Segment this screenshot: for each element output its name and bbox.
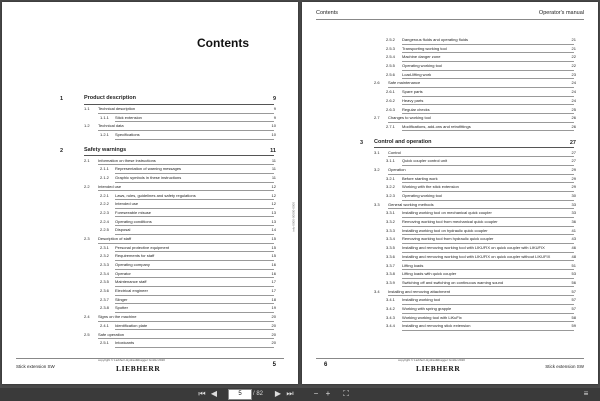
footer-doc-title: Stick extension SW [16,364,55,369]
toc-entry-page: 9 [273,106,276,111]
toc-entry-title: Control [388,149,574,158]
liebherr-logo: LIEBHERR [416,364,461,373]
toc-entry[interactable] [2,270,298,279]
toc-entry-number: 3.4.1 [386,297,395,303]
toc-entry-number: 2.2 [84,183,90,189]
copyright-text: copyright © Liebherr-Hydraulikbagger GmbH 2020 [98,358,165,362]
toc-entry-title: Specifications [115,131,274,140]
toc-entry-title: Laws, rules, guidelines and safety regulations [115,192,274,201]
toc-entry[interactable] [2,339,298,348]
toc-entry[interactable] [302,288,598,297]
toc-entry-number: 2.1.2 [100,175,109,181]
toc-entry-number: 3.3.2 [386,219,395,225]
toc-entry-page: 51 [571,262,576,268]
toc-entry-number: 2.2.5 [100,227,109,233]
toc-entry-title: Installing working tool on hydraulic quick coupler [402,227,574,236]
toc-entry-number: 2.3.4 [100,270,109,276]
toc-entry-number: 2.4.1 [100,322,109,328]
toc-entry[interactable] [2,322,298,331]
toc-entry-number: 3.3.1 [386,210,395,216]
toc-entry-number: 2.5.4 [386,54,395,60]
toc-entry-number: 2.3.3 [100,262,109,267]
toc-entry-number: 3.4.2 [386,305,395,311]
toc-entry-page: 46 [571,245,576,251]
toc-entry-number: 2.6.3 [386,106,395,112]
toc-entry-title: Technical description [98,105,274,114]
toc-entry-title: Control and operation [374,138,574,149]
toc-entry[interactable] [302,296,598,305]
toc-entry-page: 10 [271,132,276,138]
toc-entry-page: 9 [272,96,276,102]
toc-entry-title: Foreseeable misuse [115,209,274,218]
toc-entry-page: 24 [571,97,576,103]
toc-entry-number: 3.3.5 [386,245,395,251]
toc-entry[interactable] [2,304,298,313]
toc-entry-title: Installing working tool [402,296,574,305]
toc-entry-page: 30 [571,193,576,198]
toc-entry-number: 3 [360,139,364,146]
toc-entry-page: 29 [571,184,576,190]
toc-entry-title: Installing and removing working tool with LIKUFIX on quick coupler without LIKUFIX [402,253,574,262]
toc-entry-page: 21 [571,37,576,42]
toc-entry-page: 27 [571,158,576,164]
toc-entry-number: 3.3.7 [386,262,395,268]
toc-entry-title: Load-lifting work [402,71,574,80]
toc-entry-title: General working methods [388,201,574,210]
toc-entry-page: 9 [273,114,276,120]
toc-entry-title: Lifting loads with quick coupler [402,270,574,279]
toc-entry-title: Slinger [115,296,274,305]
toc-entry-number: 2.3.7 [100,296,109,302]
toc-entry-page: 22 [571,54,576,60]
toc-entry-page: 20 [271,322,276,328]
toc-entry-title: Changes to working tool [388,114,574,123]
toc-entry-number: 2.3 [84,235,90,241]
toc-entry-number: 2 [60,147,64,154]
toc-entry-title: Quick coupler control unit [402,157,574,166]
toc-entry-number: 3.2 [374,166,380,172]
toc-entry-page: 11 [270,147,276,154]
toc-entry-number: 2.5.5 [386,63,395,69]
toc-entry-number: 3.3.6 [386,253,395,259]
toc-entry-title: Disposal [115,226,274,235]
toc-entry[interactable] [302,279,598,288]
toc-entry[interactable] [302,305,598,314]
toc-entry-page: 12 [271,201,276,207]
toc-entry-title: Switching off and switching on continuous warning sound [402,279,574,288]
toc-entry[interactable] [302,36,598,45]
toc-entry-title: Safety warnings [84,146,274,157]
toc-entry-number: 2.2.2 [100,201,109,207]
toc-entry[interactable] [302,71,598,80]
toc-entry-title: Technical data [98,122,274,131]
toc-entry-page: 26 [571,123,576,129]
toc-entry[interactable] [2,235,298,244]
toc-entry-page: 12 [271,192,276,198]
toc-entry-number: 2.6.1 [386,89,395,95]
toc-entry-page: 29 [571,175,576,181]
toc-entry-title: Operating conditions [115,218,274,227]
right-page [302,2,598,384]
toc-entry[interactable] [2,114,298,123]
toc-entry-number: 2.3.8 [100,305,109,311]
toc-entry[interactable] [302,138,598,149]
toc-entry[interactable] [2,183,298,192]
liebherr-logo: LIEBHERR [116,364,161,373]
toc-entry-title: Electrical engineer [115,287,274,296]
toc-entry-number: 2.3.2 [100,253,109,259]
toc-entry-page: 16 [271,270,276,276]
toc-entry-title: Working working tool with LiKuFix [402,314,574,323]
toc-entry-number: 2.2.1 [100,192,109,198]
toc-entry[interactable] [2,218,298,227]
toc-entry-number: 3.3.4 [386,236,395,242]
page-number: 6 [324,362,328,368]
toc-entry-number: 3.3.8 [386,271,395,277]
toc-entry-page: 59 [571,323,576,329]
toc-entry-page: 36 [571,219,576,225]
toc-entry-number: 2.6.2 [386,97,395,103]
toc-entry[interactable] [2,278,298,287]
footer-doc-title: Stick extension SW [545,364,584,369]
toc-entry[interactable] [302,53,598,62]
fit-page-button[interactable]: ⛶ [343,389,349,398]
toc-entry-number: 2.5.1 [100,340,109,346]
toc-entry-page: 12 [271,183,276,189]
toc-list-right [302,36,598,331]
toc-entry-page: 24 [571,80,576,86]
toc-entry-title: Requirements for staff [115,252,274,261]
toc-entry-title: Regular checks [402,106,574,115]
toc-entry-title: Removing working tool from hydraulic quick coupler [402,235,574,244]
toc-entry-title: Graphic symbols in these instructions [115,174,274,183]
toc-entry-number: 1.1 [84,106,90,111]
toc-entry-number: 3.4 [374,288,380,294]
toc-entry-title: Spare parts [402,88,574,97]
zoom-in-button[interactable]: + [325,389,331,398]
toc-entry-number: 2.5.6 [386,71,395,77]
toc-entry[interactable] [302,183,598,192]
side-code: info-0000-00000-0000 [292,202,296,232]
toc-entry[interactable] [2,226,298,235]
toc-entry[interactable] [302,114,598,123]
toc-entry-number: 3.4.4 [386,323,395,329]
toc-entry-number: 3.2.3 [386,193,395,198]
toc-entry-page: 48 [571,253,576,259]
zoom-out-button[interactable]: − [313,389,319,398]
toc-entry-number: 2.3.5 [100,279,109,285]
toc-entry-number: 1.2.1 [100,132,109,138]
toc-entry[interactable] [302,218,598,227]
toc-entry-page: 20 [271,314,276,320]
toc-entry-page: 13 [271,209,276,215]
toc-entry[interactable] [302,314,598,323]
toc-entry[interactable] [2,261,298,270]
toc-entry[interactable] [302,235,598,244]
toc-entry-title: Transporting working tool [402,45,574,54]
toc-entry[interactable] [2,174,298,183]
toc-entry-title: Dangerous fluids and operating fluids [402,36,574,45]
header-rule [316,19,584,20]
toc-entry-title: Operating company [115,261,274,270]
toc-entry-number: 2.2.3 [100,209,109,215]
toc-list-left [2,88,298,348]
header-right: Operator's manual [538,10,584,16]
toc-entry[interactable] [2,146,298,157]
toc-entry[interactable] [302,209,598,218]
toc-entry-number: 2.3.1 [100,244,109,250]
toc-entry-page: 57 [571,297,576,303]
toc-entry[interactable] [302,270,598,279]
toc-entry-page: 14 [271,227,276,233]
copyright-text: copyright © Liebherr-Hydraulikbagger GmbH 2020 [398,358,465,362]
toc-entry-title: Installing and removing stick extension [402,322,574,331]
toc-entry[interactable] [2,157,298,166]
toc-entry[interactable] [2,252,298,261]
toc-entry-title: Working with spring grapple [402,305,574,314]
toc-entry[interactable] [2,287,298,296]
toc-entry[interactable] [2,200,298,209]
toc-entry-page: 15 [271,244,276,250]
toc-entry-title: Spotter [115,304,274,313]
toc-entry-number: 1.2 [84,123,90,129]
toc-entry-page: 20 [271,340,276,346]
toc-entry-page: 41 [571,227,576,233]
toc-entry-page: 17 [271,288,276,294]
toc-entry[interactable] [2,122,298,131]
toc-entry-page: 29 [571,166,576,172]
toc-entry-title: Product description [84,94,274,105]
toc-entry-page: 10 [271,123,276,129]
toc-entry[interactable] [302,149,598,158]
toc-entry-page: 58 [571,314,576,320]
toc-entry-number: 2.5.2 [386,37,395,42]
toc-entry-page: 18 [271,296,276,302]
toc-entry-title: Modifications, add-ons and retrofittings [402,123,574,132]
toc-entry[interactable] [302,123,598,132]
toc-entry-number: 2.1.1 [100,166,109,172]
toc-entry[interactable] [302,253,598,262]
toc-entry-title: Intoxicants [115,339,274,348]
toc-entry-page: 27 [569,139,576,146]
toc-entry-number: 3.2.1 [386,175,395,181]
toc-entry-number: 2.5 [84,331,90,337]
menu-button[interactable]: ≡ [583,389,589,398]
toc-entry[interactable] [2,296,298,305]
toc-entry-page: 56 [571,279,576,285]
toc-entry-page: 17 [271,279,276,285]
header-left: Contents [316,10,339,16]
toc-entry-title: Identification plate [115,322,274,331]
toc-entry-title: Description of staff [98,235,274,244]
toc-entry-title: Operating working tool [402,192,574,201]
toc-entry-number: 3.3.3 [386,227,395,233]
toc-entry-title: Information on these instructions [98,157,274,166]
toc-entry-page: 11 [271,166,276,172]
toc-entry[interactable] [2,192,298,201]
toc-entry-page: 43 [571,236,576,242]
toc-entry-page: 26 [571,115,576,121]
left-page [2,2,298,384]
toc-entry-title: Installing and removing attachment [388,288,574,297]
toc-entry[interactable] [302,262,598,271]
toc-entry[interactable] [2,105,298,114]
toc-entry-page: 53 [571,271,576,277]
prev-page-button[interactable]: ◀ [210,389,218,398]
toc-entry-title: Personal protective equipment [115,244,274,253]
toc-entry[interactable] [302,79,598,88]
toc-entry[interactable] [302,201,598,210]
toc-entry-number: 2.1 [84,157,90,163]
toc-entry-page: 25 [571,106,576,112]
contents-title: Contents [197,36,249,50]
next-page-button[interactable]: ▶ [274,389,282,398]
page-number-input[interactable] [228,389,252,400]
toc-entry-title: Lifting loads [402,262,574,271]
page-number: 5 [272,362,276,368]
toc-entry-title: Representation of warning messages [115,165,274,174]
toc-entry-page: 19 [271,305,276,311]
toc-entry[interactable] [302,192,598,201]
toc-entry-title: Heavy parts [402,97,574,106]
toc-entry[interactable] [2,165,298,174]
toc-entry-page: 57 [571,288,576,294]
toc-entry-page: 20 [271,331,276,337]
toc-entry[interactable] [2,131,298,140]
toc-entry-title: Signs on the machine [98,313,274,322]
toc-entry[interactable] [302,88,598,97]
toc-entry-title: Working with the stick extension [402,183,574,192]
toc-entry-title: Operator [115,270,274,279]
toc-entry[interactable] [302,244,598,253]
toc-entry-title: Intended use [115,200,274,209]
toc-entry-title: Stick extension [115,114,274,123]
toc-entry-page: 15 [271,253,276,259]
toc-entry-title: Installing and removing working tool with LIKUFIX on quick coupler with LIKUFIX [402,244,574,253]
toc-entry[interactable] [302,157,598,166]
toc-entry-title: Operation [388,166,574,175]
toc-entry[interactable] [302,97,598,106]
toc-entry-page: 27 [571,149,576,155]
toc-entry-number: 2.6 [374,80,380,86]
toc-entry-title: Removing working tool from mechanical quick coupler [402,218,574,227]
toc-entry-number: 3.3.9 [386,279,395,285]
first-page-button[interactable]: ⏮ [198,389,206,398]
toc-entry-page: 15 [271,235,276,241]
toc-entry-page: 33 [571,201,576,207]
toc-entry[interactable] [302,62,598,71]
toc-entry[interactable] [2,209,298,218]
toc-entry[interactable] [302,175,598,184]
toc-entry-title: Installing working tool on mechanical quick coupler [402,209,574,218]
toc-entry-page: 16 [271,262,276,267]
toc-entry-number: 2.7 [374,115,380,121]
toc-entry-title: Intended use [98,183,274,192]
toc-entry-number: 3.3 [374,201,380,207]
page-total: / 82 [253,391,264,397]
toc-entry-number: 3.1.1 [386,158,395,164]
toc-entry-number: 3.2.2 [386,184,395,190]
toc-entry-title: Maintenance staff [115,278,274,287]
toc-entry-page: 11 [271,157,276,163]
toc-entry-page: 11 [271,175,276,181]
toc-entry-page: 22 [571,63,576,69]
toc-entry-number: 2.5.3 [386,45,395,51]
toc-entry-page: 21 [571,45,576,51]
toc-entry-title: Safe operation [98,331,274,340]
toc-entry-title: Safe maintenance [388,79,574,88]
toc-entry-number: 2.7.1 [386,123,395,129]
toc-entry-number: 2.4 [84,314,90,320]
toc-entry[interactable] [302,227,598,236]
toc-entry-title: Operating working tool [402,62,574,71]
toc-entry-number: 2.2.4 [100,218,109,224]
toc-entry[interactable] [302,322,598,331]
toc-entry[interactable] [302,106,598,115]
toc-entry-page: 23 [571,71,576,77]
toc-entry-title: Machine danger zone [402,53,574,62]
toc-entry-number: 3.1 [374,149,380,155]
toc-entry[interactable] [302,45,598,54]
toc-entry[interactable] [2,244,298,253]
last-page-button[interactable]: ⏭ [286,389,294,398]
toc-entry-page: 13 [271,218,276,224]
toc-entry-number: 1 [60,96,64,102]
toc-entry[interactable] [2,313,298,322]
toc-entry[interactable] [2,331,298,340]
toc-entry[interactable] [2,94,298,105]
toc-entry-title: Before starting work [402,175,574,184]
toc-entry-page: 33 [571,210,576,216]
toc-entry[interactable] [302,166,598,175]
toc-entry-page: 24 [571,89,576,95]
toc-entry-page: 57 [571,305,576,311]
toc-entry-number: 1.1.1 [100,114,109,120]
viewer-toolbar [0,388,600,401]
toc-entry-number: 2.3.6 [100,288,109,294]
toc-entry-number: 3.4.3 [386,314,395,320]
